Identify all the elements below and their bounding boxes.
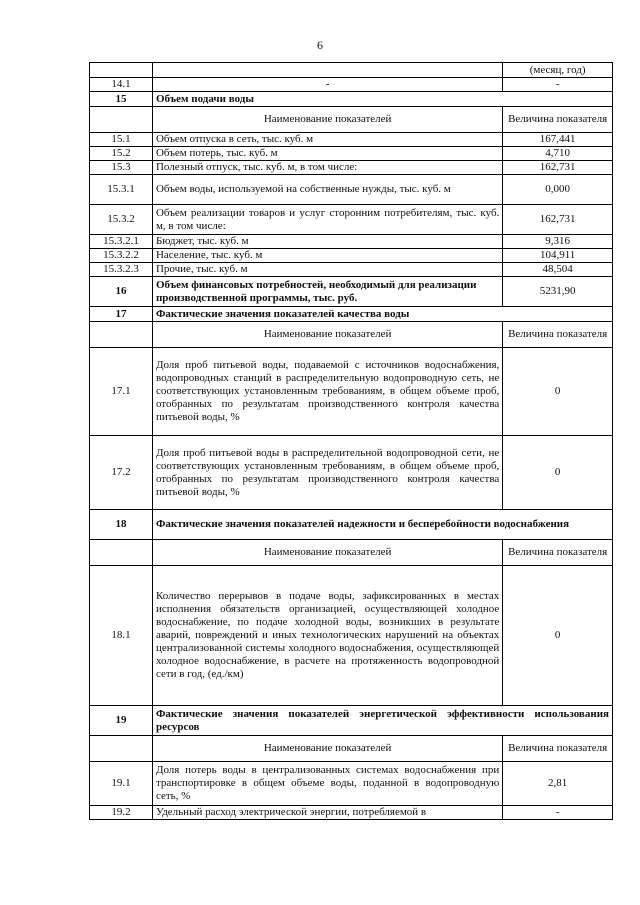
row-name: Доля потерь воды в централизованных системах водоснабжения при транспортировке в общем объеме воды, поданной в водопроводную сеть, % <box>152 762 502 806</box>
row-number: 18.1 <box>90 566 153 706</box>
column-header-name: Наименование показателей <box>152 107 502 133</box>
row-number: 19.1 <box>90 762 153 806</box>
section-number: 15 <box>90 92 153 107</box>
table-row <box>90 249 613 263</box>
section-title: Фактические значения показателей энергетической эффективности использования ресурсов <box>152 706 612 736</box>
row-name: Объем потерь, тыс. куб. м <box>152 147 502 161</box>
table-row <box>90 762 613 806</box>
row-value: 0,000 <box>503 175 613 205</box>
row-name: Объем воды, используемой на собственные нужды, тыс. куб. м <box>152 175 502 205</box>
column-header-value: Величина показателя <box>503 736 613 762</box>
row-value: 2,81 <box>503 762 613 806</box>
row-name: Удельный расход электрической энергии, потребляемой в <box>152 806 502 820</box>
column-header-value: Величина показателя <box>503 322 613 348</box>
row-name: Объем реализации товаров и услуг сторонним потребителям, тыс. куб. м, в том числе: <box>152 205 502 235</box>
column-header-value: Величина показателя <box>503 107 613 133</box>
row-value: 167,441 <box>503 133 613 147</box>
row-value: 9,316 <box>503 235 613 249</box>
row-value: - <box>503 806 613 820</box>
table-row <box>90 235 613 249</box>
column-header-name: Наименование показателей <box>152 322 502 348</box>
header-row <box>90 322 613 348</box>
section-row <box>90 92 613 107</box>
row-number: 15.3.2.2 <box>90 249 153 263</box>
row-value: 162,731 <box>503 161 613 175</box>
row-number: 15.3.2.3 <box>90 263 153 277</box>
row-name: Бюджет, тыс. куб. м <box>152 235 502 249</box>
row-number: 15.1 <box>90 133 153 147</box>
section-row <box>90 706 613 736</box>
row-value: 4,710 <box>503 147 613 161</box>
row-number: 15.3.2 <box>90 205 153 235</box>
table-row <box>90 63 613 78</box>
row-number: 15.3 <box>90 161 153 175</box>
row-name: Объем отпуска в сеть, тыс. куб. м <box>152 133 502 147</box>
row-value: 0 <box>503 348 613 436</box>
row-name: Доля проб питьевой воды в распределительной водопроводной сети, не соответствующих установленным требованиям, в общем объеме проб, отобранных по результатам производственного контроля качества питьевой воды, % <box>152 436 502 510</box>
table-row <box>90 566 613 706</box>
table-row <box>90 277 613 307</box>
row-value: 0 <box>503 436 613 510</box>
unit-header: (месяц, год) <box>503 63 613 78</box>
row-value: 0 <box>503 566 613 706</box>
table-row <box>90 133 613 147</box>
row-value: - <box>503 78 613 92</box>
row-value: 5231,90 <box>503 277 613 307</box>
table-row <box>90 175 613 205</box>
row-number: 17.2 <box>90 436 153 510</box>
header-row <box>90 736 613 762</box>
table-row <box>90 205 613 235</box>
row-value: 162,731 <box>503 205 613 235</box>
row-value: 48,504 <box>503 263 613 277</box>
table-row <box>90 147 613 161</box>
section-number: 18 <box>90 510 153 540</box>
row-number: 15.3.1 <box>90 175 153 205</box>
row-number: 16 <box>90 277 153 307</box>
row-number: 19.2 <box>90 806 153 820</box>
row-name: Количество перерывов в подаче воды, зафиксированных в местах исполнения обязательств организацией, осуществляющей холодное водоснабжение, по подаче холодной воды, возникших в результате аварий, повреждений и иных технологических нарушений на объектах централизованной системы холодного водоснабжения, осуществляющей холодное водоснабжение, в расчете на протяженность водопроводной сети в год, (ед./км) <box>152 566 502 706</box>
table-row <box>90 806 613 820</box>
section-number: 17 <box>90 307 153 322</box>
row-name: - <box>152 78 502 92</box>
table-row <box>90 436 613 510</box>
row-number: 15.2 <box>90 147 153 161</box>
row-number: 17.1 <box>90 348 153 436</box>
row-number: 15.3.2.1 <box>90 235 153 249</box>
row-name: Население, тыс. куб. м <box>152 249 502 263</box>
row-name: Доля проб питьевой воды, подаваемой с источников водоснабжения, водопроводных станций в распределительную водопроводную сеть, не соответствующих установленным требованиям, в общем объеме проб, отобранных по результатам производственного контроля качества питьевой воды, % <box>152 348 502 436</box>
row-name: Объем финансовых потребностей, необходимый для реализации производственной программы, тыс. руб. <box>152 277 502 307</box>
table-row <box>90 161 613 175</box>
table-row <box>90 348 613 436</box>
indicators-table <box>89 62 613 820</box>
column-header-name: Наименование показателей <box>152 736 502 762</box>
row-value: 104,911 <box>503 249 613 263</box>
header-row <box>90 540 613 566</box>
column-header-value: Величина показателя <box>503 540 613 566</box>
table-row <box>90 78 613 92</box>
table-row <box>90 263 613 277</box>
row-name: Полезный отпуск, тыс. куб. м, в том числе: <box>152 161 502 175</box>
section-number: 19 <box>90 706 153 736</box>
section-title: Объем подачи воды <box>152 92 612 107</box>
section-row <box>90 510 613 540</box>
row-number: 14.1 <box>90 78 153 92</box>
section-title: Фактические значения показателей качества воды <box>152 307 612 322</box>
section-row <box>90 307 613 322</box>
page-number: 6 <box>317 38 323 52</box>
header-row <box>90 107 613 133</box>
row-name: Прочие, тыс. куб. м <box>152 263 502 277</box>
section-title: Фактические значения показателей надежности и бесперебойности водоснабжения <box>152 510 612 540</box>
column-header-name: Наименование показателей <box>152 540 502 566</box>
